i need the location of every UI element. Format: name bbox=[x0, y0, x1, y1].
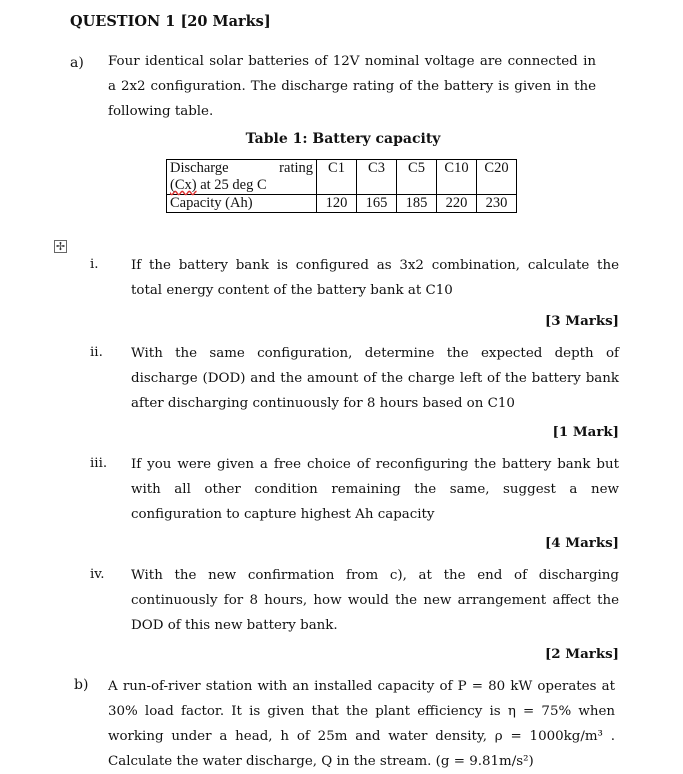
table-header-c5: C5 bbox=[397, 160, 437, 195]
marks-label: [4 Marks] bbox=[544, 535, 619, 551]
subquestion-text: With the new confirmation from c), at the end of discharging continuously for 8 hours, how would the new arrangement affect the DOD of this new battery bank. bbox=[131, 568, 619, 633]
discharge-rating-label: Discharge rating bbox=[170, 160, 313, 176]
battery-capacity-table bbox=[166, 159, 517, 213]
table-row bbox=[167, 160, 517, 195]
table-cell-value: 120 bbox=[317, 195, 357, 213]
question-heading: QUESTION 1 [20 Marks] bbox=[70, 13, 271, 30]
capacity-label: Capacity (Ah) bbox=[167, 195, 317, 213]
part-a-text: Four identical solar batteries of 12V nominal voltage are connected in a 2x2 configuration. The discharge rating of the battery is given in the following table. bbox=[108, 54, 596, 119]
subquestion-text: With the same configuration, determine the expected depth of discharge (DOD) and the amount of the charge left of the battery bank after discharging continuously for 8 hours based on C10 bbox=[131, 346, 619, 411]
table-move-handle-icon[interactable]: ✢ bbox=[55, 240, 66, 253]
table-cell-value: 230 bbox=[477, 195, 517, 213]
table-header-c1: C1 bbox=[317, 160, 357, 195]
part-b-text: A run-of-river station with an installed capacity of P = 80 kW operates at 30% load factor. It is given that the plant efficiency is η = 75% when working under a head, h of 25m and water density, ρ = 1000kg/m³ . Calculate the water discharge, Q in the stream. (g = 9.81m/s²) bbox=[108, 679, 615, 769]
table-header-c10: C10 bbox=[437, 160, 477, 195]
subquestion-number: iii. bbox=[90, 456, 108, 471]
part-b-label: b) bbox=[74, 677, 89, 693]
spellcheck-underline: (Cx) bbox=[170, 177, 197, 193]
subquestion-text: If you were given a free choice of reconfiguring the battery bank but with all other condition remaining the same, suggest a new configuration to capture highest Ah capacity bbox=[131, 457, 619, 522]
subquestion-number: ii. bbox=[90, 345, 103, 360]
subquestion-number: i. bbox=[90, 257, 99, 272]
marks-label: [2 Marks] bbox=[544, 646, 619, 662]
table-row bbox=[167, 195, 517, 213]
table-caption: Table 1: Battery capacity bbox=[245, 131, 441, 147]
table-header-c20: C20 bbox=[477, 160, 517, 195]
marks-label: [3 Marks] bbox=[544, 313, 619, 329]
table-cell-value: 220 bbox=[437, 195, 477, 213]
subquestion-number: iv. bbox=[90, 567, 105, 582]
cx-label bbox=[170, 177, 313, 194]
subquestion-text: If the battery bank is configured as 3x2 combination, calculate the total energy content of the battery bank at C10 bbox=[131, 258, 619, 298]
table-cell-value: 185 bbox=[397, 195, 437, 213]
marks-label: [1 Mark] bbox=[552, 424, 619, 440]
part-a-label: a) bbox=[70, 55, 84, 71]
table-cell-value: 165 bbox=[357, 195, 397, 213]
temperature-label: at 25 deg C bbox=[196, 177, 267, 193]
table-header-c3: C3 bbox=[357, 160, 397, 195]
table-cell-discharge-label bbox=[167, 160, 317, 195]
